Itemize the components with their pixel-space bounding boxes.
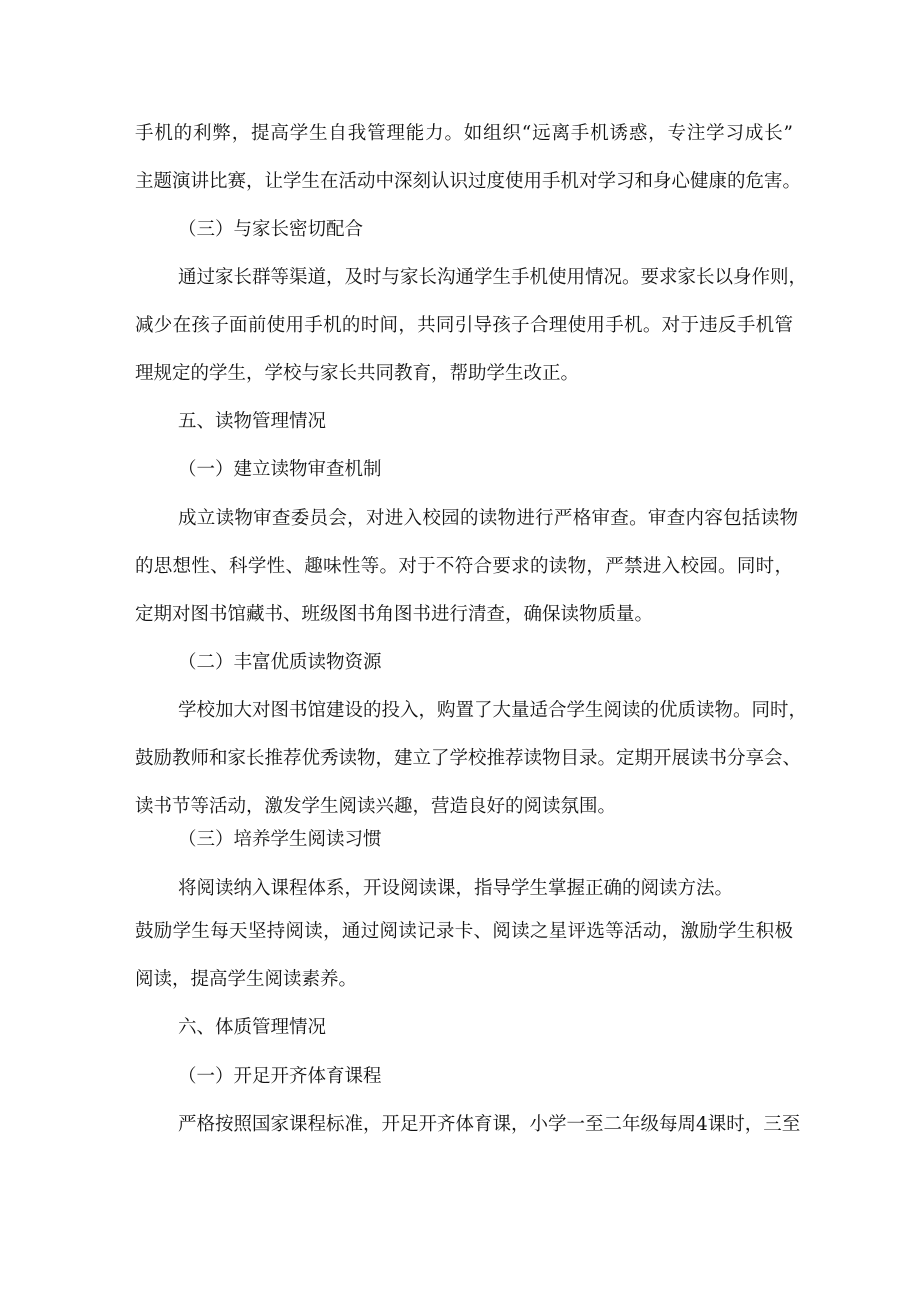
section-subheading: （一）建立读物审查机制 — [178, 459, 382, 480]
paragraph-line: 成立读物审查委员会，对进入校园的读物进行严格审查。审查内容包括读物 — [178, 508, 798, 529]
section-subheading: （三）与家长密切配合 — [178, 219, 364, 240]
paragraph-line: 严格按照国家课程标准，开足开齐体育课，小学一至二年级每周4课时，三至 — [178, 1114, 801, 1135]
section-subheading: （一）开足开齐体育课程 — [178, 1066, 382, 1087]
paragraph-line: 学校加大对图书馆建设的投入，购置了大量适合学生阅读的优质读物。同时， — [178, 700, 808, 721]
paragraph-line: 通过家长群等渠道，及时与家长沟通学生手机使用情况。要求家长以身作则， — [178, 267, 808, 288]
paragraph-line: 减少在孩子面前使用手机的时间，共同引导孩子合理使用手机。对于违反手机管 — [135, 315, 793, 336]
paragraph-line: 理规定的学生，学校与家长共同教育，帮助学生改正。 — [135, 363, 580, 384]
section-subheading: （三）培养学生阅读习惯 — [178, 829, 382, 850]
section-subheading: （二）丰富优质读物资源 — [178, 652, 382, 673]
paragraph-line: 鼓励教师和家长推荐优秀读物，建立了学校推荐读物目录。定期开展读书分享会、 — [135, 748, 802, 769]
paragraph-line: 的思想性、科学性、趣味性等。对于不符合要求的读物，严禁进入校园。同时， — [135, 556, 793, 577]
section-heading: 六、体质管理情况 — [178, 1017, 327, 1038]
paragraph-line: 阅读，提高学生阅读素养。 — [135, 969, 358, 990]
paragraph-line: 定期对图书馆藏书、班级图书角图书进行清查，确保读物质量。 — [135, 604, 654, 625]
paragraph-line: 主题演讲比赛，让学生在活动中深刻认识过度使用手机对学习和身心健康的危害。 — [135, 171, 802, 192]
paragraph-line: 读书节等活动，激发学生阅读兴趣，营造良好的阅读氛围。 — [135, 796, 617, 817]
paragraph-line: 手机的利弊，提高学生自我管理能力。如组织“远离手机诱惑，专注学习成长” — [135, 123, 793, 144]
paragraph-line: 将阅读纳入课程体系，开设阅读课，指导学生掌握正确的阅读方法。 — [178, 878, 734, 899]
paragraph-line: 鼓励学生每天坚持阅读，通过阅读记录卡、阅读之星评选等活动，激励学生积极 — [135, 921, 793, 942]
section-heading: 五、读物管理情况 — [178, 411, 327, 432]
